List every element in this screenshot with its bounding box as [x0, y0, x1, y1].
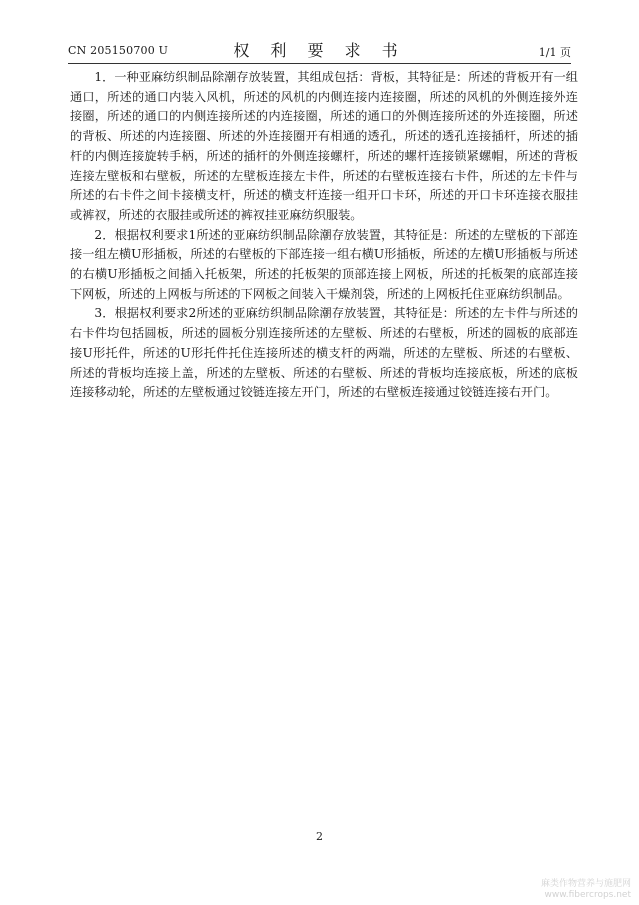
watermark-site-name: 麻类作物营养与施肥网 — [540, 879, 631, 889]
document-number: CN 205150700 U — [68, 44, 169, 57]
claim-3: 3．根据权利要求2所述的亚麻纺织制品除潮存放装置，其特征是：所述的左卡件与所述的右卡件均包括圆板，所述的圆板分别连接所述的左壁板、所述的右壁板，所述的圆板的底部连接U形托件，所述的U形托件托住连接所述的横支杆的两端，所述的左壁板、所述的右壁板、所述的背板均连接上盖，所述的左壁板、所述的右壁板、所述的背板均连接底板，所述的底板连接移动轮，所述的左壁板通过铰链连接左开门，所述的右壁板连接通过铰链连接右开门。 — [70, 306, 578, 400]
page-number: 2 — [316, 830, 323, 843]
page-header — [68, 38, 571, 62]
claim-2: 2．根据权利要求1所述的亚麻纺织制品除潮存放装置，其特征是：所述的左壁板的下部连接一组左横U形插板，所述的右壁板的下部连接一组右横U形插板，所述的左横U形插板与所述的右横U形插板之间插入托板架，所述的托板架的顶部连接上网板，所述的托板架的底部连接下网板，所述的上网板与所述的下网板之间装入干燥剂袋，所述的上网板托住亚麻纺织制品。 — [70, 227, 578, 301]
watermark-url: www.fibercrops.net — [544, 890, 631, 900]
claims-body — [70, 68, 578, 403]
page-indicator: 1/1 页 — [538, 46, 571, 59]
document-title: 权 利 要 求 书 — [233, 41, 406, 60]
site-watermark — [541, 879, 631, 901]
claim-1: 1．一种亚麻纺织制品除潮存放装置，其组成包括：背板，其特征是：所述的背板开有一组通口，所述的通口内装入风机，所述的风机的内侧连接内连接圈，所述的风机的外侧连接外连接圈，所述的通口的内侧连接所述的内连接圈，所述的通口的外侧连接所述的外连接圈，所述的背板、所述的内连接圈、所述的外连接圈开有相通的透孔，所述的透孔连接插杆，所述的插杆的内侧连接旋转手柄，所述的插杆的外侧连接螺杆，所述的螺杆连接锁紧螺帽，所述的背板连接左壁板和右壁板，所述的左壁板连接左卡件，所述的右壁板连接右卡件，所述的左卡件与所述的右卡件之间卡接横支杆，所述的横支杆连接一组开口卡环，所述的开口卡环连接衣服挂或裤衩，所述的衣服挂或所述的裤衩挂亚麻纺织服装。 — [70, 70, 578, 222]
header-rule — [68, 63, 571, 64]
